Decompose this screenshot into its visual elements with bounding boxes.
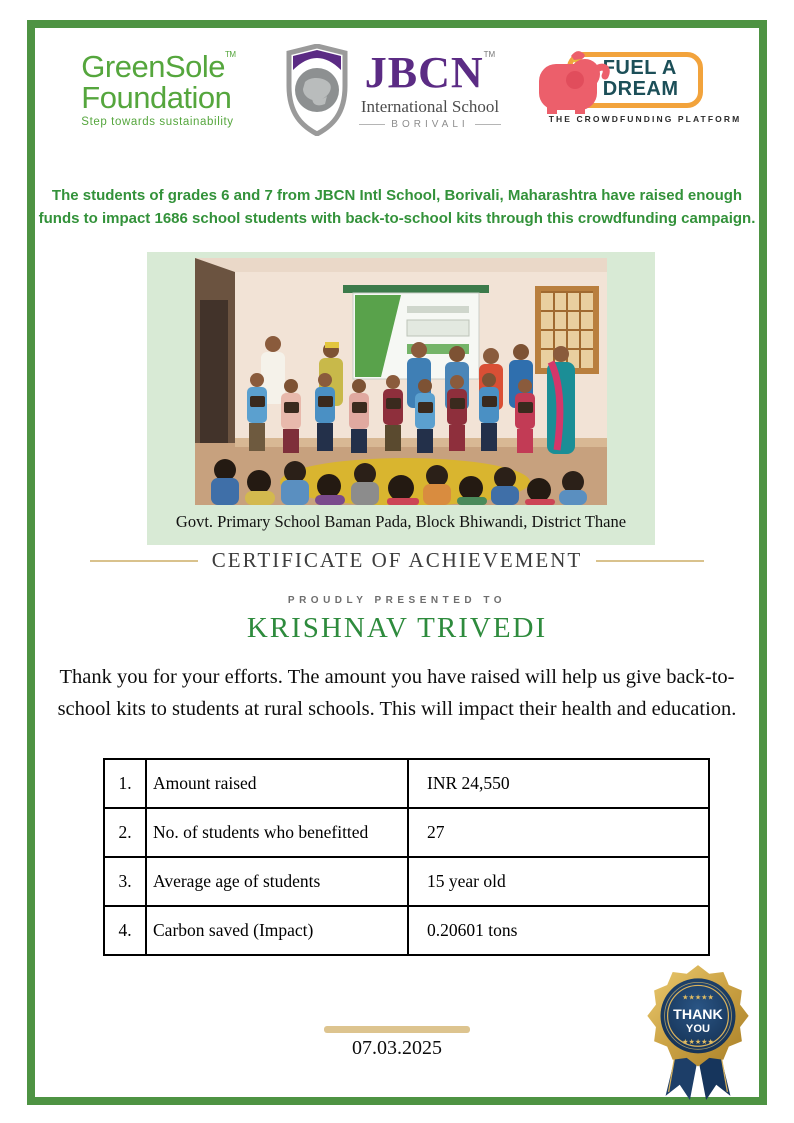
table-row <box>104 759 709 808</box>
table-row <box>104 906 709 955</box>
trademark-symbol: TM <box>483 49 496 59</box>
jbcn-city: BORIVALI <box>391 118 469 130</box>
greensole-wordmark <box>81 49 251 85</box>
presented-to-label: PROUDLY PRESENTED TO <box>287 595 507 606</box>
greensole-foundation-logo <box>81 51 251 129</box>
row-label: Average age of students <box>146 857 408 906</box>
row-value: 15 year old <box>408 857 709 906</box>
row-label: Amount raised <box>146 759 408 808</box>
jbcn-name: JBCN <box>364 47 484 97</box>
thank-you-message: Thank you for your efforts. The amount you have raised will help us give back-to-school kits to students at rural schools. This will impact their health and education. <box>57 666 737 720</box>
fad-line2: DREAM <box>602 78 679 100</box>
campaign-photo <box>195 258 607 505</box>
recipient-name: KRISHNAV TRIVEDI <box>246 612 548 644</box>
table-row <box>104 857 709 906</box>
row-number: 1. <box>104 759 146 808</box>
partner-logos <box>0 44 794 136</box>
greensole-line1: GreenSole <box>81 49 226 85</box>
badge-line1: THANK <box>673 1006 723 1023</box>
row-number: 2. <box>104 808 146 857</box>
greensole-tagline: Step towards sustainability <box>81 116 234 129</box>
certificate-heading: CERTIFICATE OF ACHIEVEMENT <box>211 548 583 572</box>
fuel-a-dream-logo <box>535 48 742 132</box>
greensole-line2: Foundation <box>81 80 232 116</box>
fad-wordmark <box>603 58 679 100</box>
standing-children-row <box>247 373 535 453</box>
table-row <box>104 808 709 857</box>
gold-date-rule <box>324 1026 470 1033</box>
row-value: INR 24,550 <box>408 759 709 808</box>
gold-rule-left <box>90 560 198 562</box>
certificate-heading-row <box>0 548 794 573</box>
jbcn-city-row <box>359 120 500 130</box>
fad-line1: FUEL A <box>602 57 677 79</box>
badge-line2: YOU <box>685 1023 711 1036</box>
campaign-intro-text: The students of grades 6 and 7 from JBCN Intl School, Borivali, Maharashtra have raised enough funds to impact 1686 school students with back-to-school kits through this crowdfunding campaign. <box>38 187 756 228</box>
row-value: 0.20601 tons <box>408 906 709 955</box>
fad-elephant-icon <box>535 48 613 114</box>
fad-tagline: THE CROWDFUNDING PLATFORM <box>548 114 742 124</box>
photo-panel <box>147 252 655 545</box>
gold-rule-right <box>596 560 704 562</box>
rule-right <box>475 124 501 125</box>
jbcn-shield-icon <box>285 44 349 136</box>
jbcn-wordmark <box>359 47 500 130</box>
badge-stars-bottom: ★★★★★ <box>682 1037 714 1047</box>
trademark-symbol: TM <box>225 50 236 60</box>
rule-left <box>359 124 385 125</box>
thank-you-badge <box>646 952 750 1102</box>
row-label: No. of students who benefitted <box>146 808 408 857</box>
certificate-date: 07.03.2025 <box>352 1037 442 1059</box>
jbcn-subtitle: International School <box>360 96 500 116</box>
row-label: Carbon saved (Impact) <box>146 906 408 955</box>
impact-table <box>103 758 710 956</box>
row-number: 3. <box>104 857 146 906</box>
row-number: 4. <box>104 906 146 955</box>
photo-caption: Govt. Primary School Baman Pada, Block Bhiwandi, District Thane <box>175 512 627 531</box>
jbcn-school-logo <box>285 44 500 136</box>
badge-stars-top: ★★★★★ <box>682 992 714 1002</box>
row-value: 27 <box>408 808 709 857</box>
